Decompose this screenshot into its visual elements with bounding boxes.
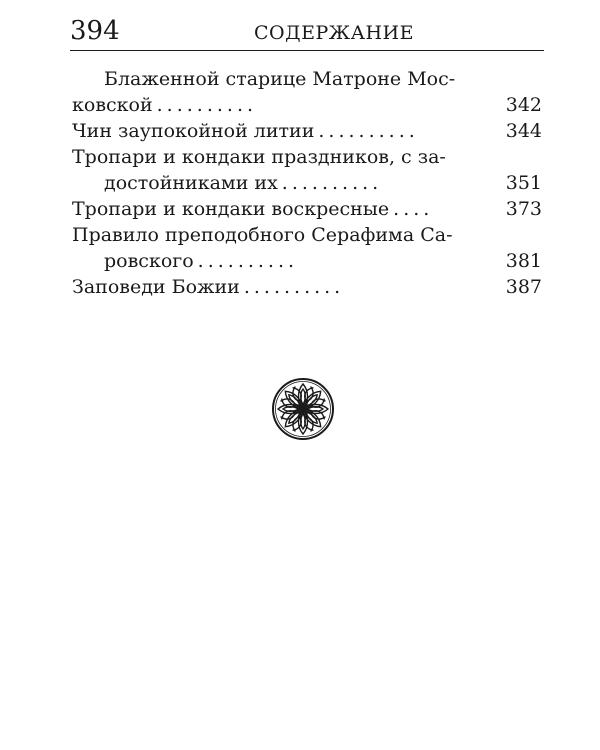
dot-leaders: .......... bbox=[243, 276, 345, 298]
toc-entry-leader-line bbox=[72, 248, 542, 274]
toc-page-number: 351 bbox=[505, 172, 542, 194]
running-title: СОДЕРЖАНИЕ bbox=[254, 22, 414, 44]
toc-page-number: 342 bbox=[505, 94, 542, 116]
toc-entry-leader-line bbox=[72, 196, 542, 222]
dot-leaders: .......... bbox=[318, 120, 419, 142]
toc-entry-line: Заповеди Божии bbox=[72, 276, 240, 298]
toc-entry-line: ровского bbox=[104, 250, 194, 272]
toc-entry-leader-line bbox=[72, 92, 542, 118]
dot-leaders: .......... bbox=[197, 250, 299, 272]
toc-entry-line: Тропари и кондаки воскресные bbox=[72, 198, 390, 220]
toc-entry-leader-line bbox=[72, 274, 542, 300]
dot-leaders: .......... bbox=[156, 94, 258, 116]
toc-entry-line: Блаженной старице Матроне Мос- bbox=[104, 68, 456, 90]
toc-entry-line: Правило преподобного Серафима Са- bbox=[72, 224, 453, 246]
toc-page-number: 381 bbox=[505, 250, 542, 272]
page-number: 394 bbox=[70, 16, 120, 46]
rosette-ornament-icon bbox=[271, 377, 335, 441]
page-header bbox=[70, 14, 544, 48]
toc-entry-leader-line bbox=[72, 118, 542, 144]
toc-page-number: 387 bbox=[505, 276, 542, 298]
toc-entry-line: Чин заупокойной литии bbox=[72, 120, 315, 142]
toc-entry-line: ковской bbox=[72, 94, 153, 116]
toc-page-number: 344 bbox=[505, 120, 542, 142]
toc-page-number: 373 bbox=[505, 198, 542, 220]
toc-entry-line: Тропари и кондаки праздников, с за- bbox=[72, 146, 446, 168]
dot-leaders: .......... bbox=[281, 172, 383, 194]
toc-entry-line: достойниками их bbox=[104, 172, 278, 194]
table-of-contents bbox=[72, 66, 542, 300]
dot-leaders: .... bbox=[393, 198, 434, 220]
header-rule bbox=[70, 50, 544, 51]
toc-entry-leader-line bbox=[72, 170, 542, 196]
